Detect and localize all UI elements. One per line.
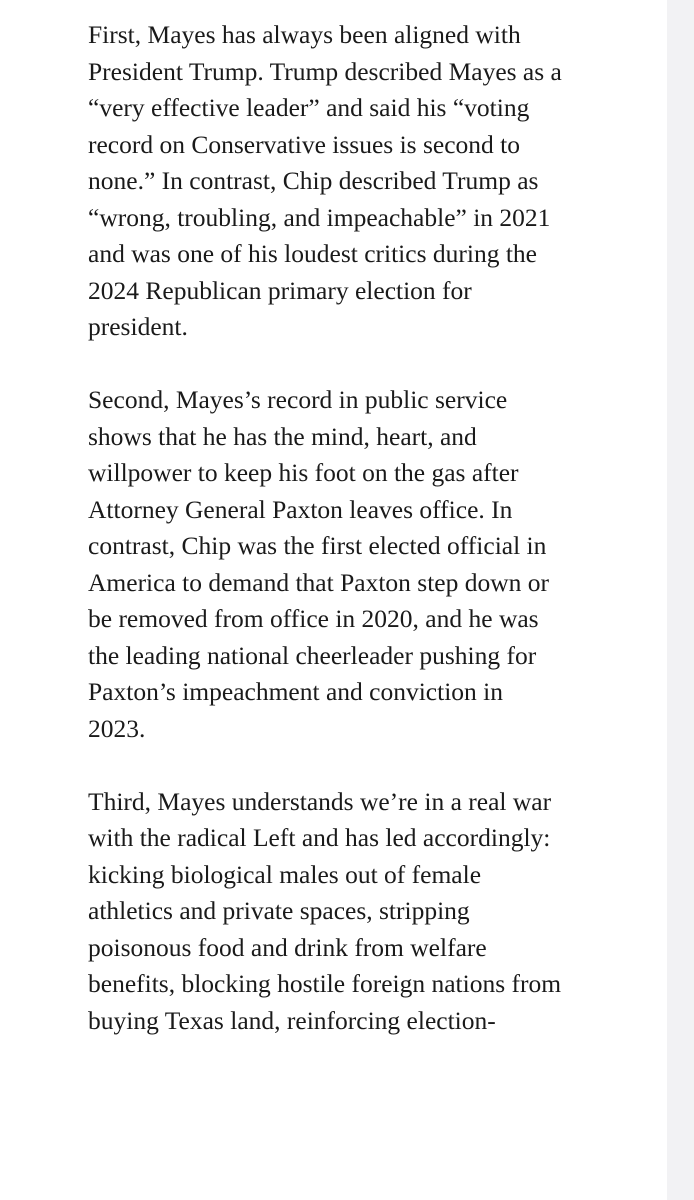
scroll-gutter [667, 0, 694, 1200]
paragraph-public-service-record: Second, Mayes’s record in public service shows that he has the mind, heart, and willpower to keep his foot on the gas after Attorney General Paxton leaves office. In contrast, Chip was the first elected official in America to demand that Paxton step down or be removed from office in 2020, and he was the leading national cheerleader pushing for Paxton’s impeachment and conviction in 2023. [88, 385, 550, 743]
article-body [88, 17, 648, 1076]
paragraph-war-with-left: Third, Mayes understands we’re in a real war with the radical Left and has led accordingly: kicking biological males out of female athletics and private spaces, stripping poisonous food and drink from welfare benefits, blocking hostile foreign nations from buying Texas land, reinforcing election- [88, 786, 562, 1035]
paragraph-trump-alignment: First, Mayes has always been aligned with President Trump. Trump described Mayes as a “very effective leader” and said his “voting record on Conservative issues is second to none.” In contrast, Chip described Trump as “wrong, troubling, and impeachable” in 2021 and was one of his loudest critics during the 2024 Republican primary election for president. [88, 20, 562, 341]
